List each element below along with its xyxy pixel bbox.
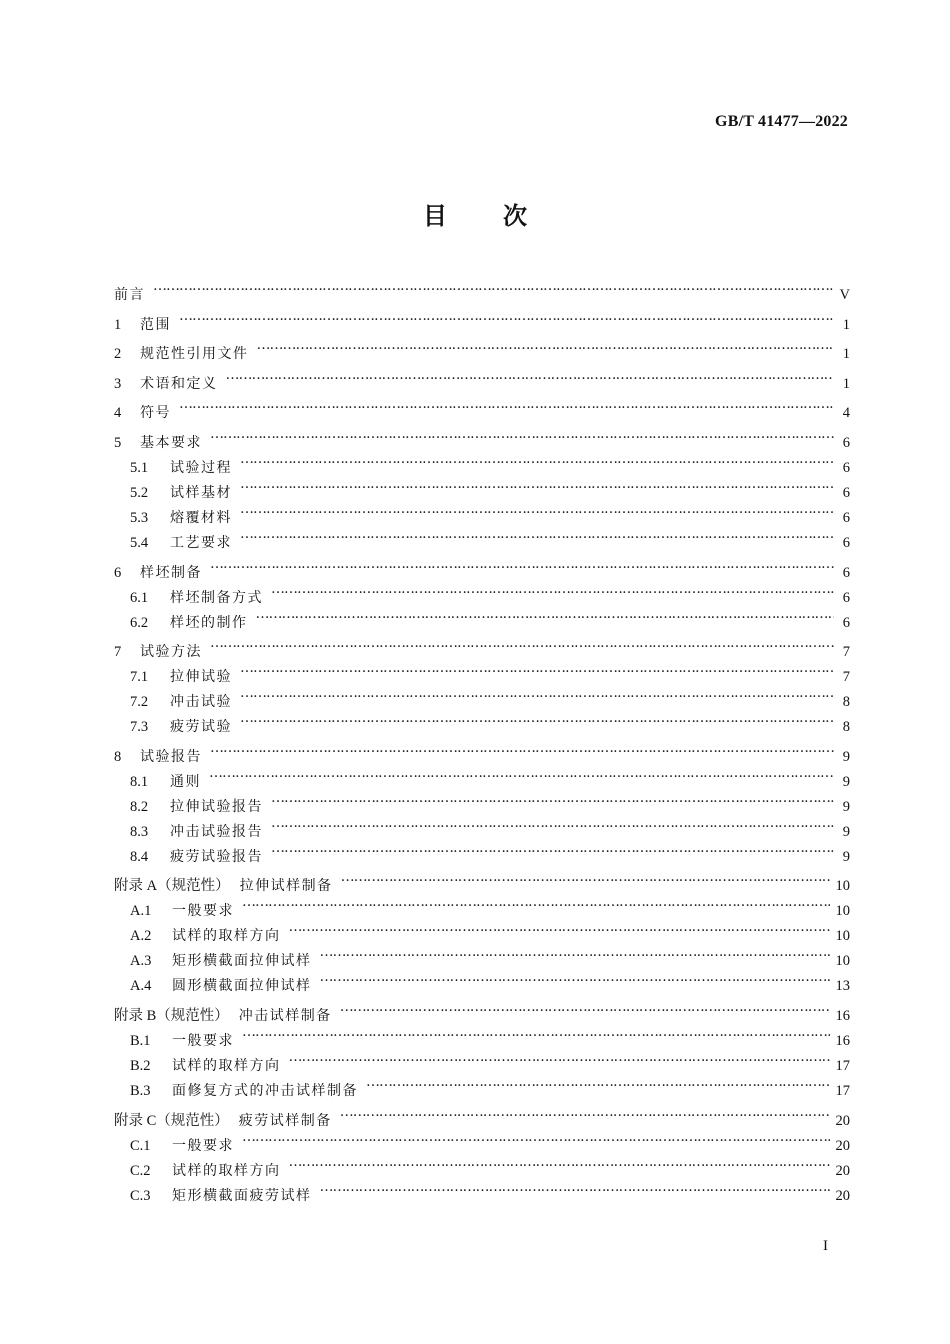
toc-entry-number: 1 [114,316,122,333]
toc-subentry[interactable] [114,447,850,476]
toc-entry-number: C.2 [130,1162,151,1179]
toc-entry-number: 附录 A（规范性） [114,878,230,895]
toc-dot-leader [240,447,834,472]
toc-entry-page: 20 [835,1162,850,1179]
toc-entry-label: 拉伸试验 [170,669,232,686]
toc-entry-label: 冲击试验 [170,694,232,711]
toc-entry-label: 冲击试样制备 [238,1007,332,1024]
toc-entry-page: 4 [842,405,850,422]
toc-entry-page: 16 [835,1032,850,1049]
toc-entry-label: 试验方法 [140,644,202,661]
toc-entry-page: 9 [842,848,850,865]
toc-dot-leader [289,1045,830,1070]
toc-entry-page: 6 [842,459,850,476]
toc-dot-leader [153,274,834,299]
toc-entry-page: 16 [835,1007,850,1024]
toc-entry-number: B.2 [130,1057,151,1074]
toc-entry-label: 试样基材 [170,484,232,501]
toc-entry-label: 一般要求 [172,903,234,920]
toc-entry-number: 8.2 [130,798,149,815]
toc-entry-label: 一般要求 [172,1137,234,1154]
toc-dot-leader [242,1020,830,1045]
toc-entry-number: 2 [114,346,122,363]
toc-entry-number: 7.2 [130,694,149,711]
toc-dot-leader [271,836,834,861]
toc-entry-number: 5.4 [130,534,149,551]
toc-entry[interactable] [114,552,850,581]
toc-dot-leader [271,786,834,811]
toc-dot-leader [210,422,834,447]
toc-entry-label: 试样的取样方向 [172,928,281,945]
toc-entry-number: B.1 [130,1032,151,1049]
toc-entry-number: 附录 C（规范性） [114,1112,229,1129]
toc-subentry[interactable] [114,761,850,790]
toc-entry-page: 6 [842,614,850,631]
table-of-contents [114,272,850,1204]
toc-entry-page: 17 [835,1057,850,1074]
toc-entry[interactable] [114,631,850,661]
toc-entry-page: 17 [835,1082,850,1099]
toc-entry-page: 20 [835,1112,850,1129]
toc-dot-leader [320,940,830,965]
toc-entry-label: 冲击试验报告 [170,823,263,840]
toc-entry-page: 7 [842,644,850,661]
toc-entry-page: V [839,287,850,303]
toc-entry-number: 4 [114,405,122,422]
toc-dot-leader [320,965,830,990]
toc-entry-number: C.1 [130,1137,151,1154]
toc-entry-label: 通则 [170,773,201,790]
toc-entry-label: 矩形横截面拉伸试样 [172,953,312,970]
toc-entry-number: 8.4 [130,848,149,865]
toc-entry-number: 5 [114,434,122,451]
toc-entry-number: 6.1 [130,589,149,606]
toc-entry-number: 5.1 [130,459,149,476]
toc-entry-label: 面修复方式的冲击试样制备 [172,1082,358,1099]
toc-entry-label: 试样的取样方向 [172,1057,281,1074]
toc-entry-page: 6 [842,534,850,551]
toc-entry-label: 一般要求 [172,1032,234,1049]
toc-entry-page: 6 [842,589,850,606]
toc-dot-leader [271,811,834,836]
toc-entry-number: B.3 [130,1082,151,1099]
toc-entry-page: 6 [842,564,850,581]
toc-dot-leader [240,472,834,497]
toc-entry-number: 6 [114,564,122,581]
toc-entry-page: 9 [842,798,850,815]
toc-entry-label: 样坯制备方式 [170,589,263,606]
toc-dot-leader [340,1100,830,1125]
toc-entry-number: 8.1 [130,773,149,790]
toc-dot-leader [320,1175,830,1200]
toc-entry[interactable] [114,333,850,363]
toc-entry-number: 5.2 [130,484,149,501]
toc-entry-label: 基本要求 [140,434,202,451]
page-number: I [823,1238,828,1254]
toc-dot-leader [240,656,834,681]
toc-entry-label: 样坯的制作 [170,614,248,631]
toc-entry-label: 前言 [114,287,145,303]
toc-entry-number: 7.3 [130,719,149,736]
toc-entry-label: 范围 [140,316,171,333]
toc-dot-leader [240,522,834,547]
toc-entry-label: 试样的取样方向 [172,1162,281,1179]
toc-entry-label: 圆形横截面拉伸试样 [172,978,312,995]
toc-entry-page: 13 [835,978,850,995]
toc-entry-page: 8 [842,719,850,736]
toc-dot-leader [242,1125,830,1150]
toc-dot-leader [257,333,835,358]
toc-entry[interactable] [114,422,850,451]
toc-subentry[interactable] [114,577,850,606]
toc-entry-page: 9 [842,773,850,790]
toc-entry-number: 附录 B（规范性） [114,1007,229,1024]
toc-entry-page: 10 [835,928,850,945]
toc-dot-leader [366,1070,830,1095]
toc-entry-page: 6 [842,484,850,501]
toc-entry-label: 拉伸试样制备 [239,878,333,895]
toc-title: 目次 [423,202,583,230]
toc-dot-leader [179,392,834,417]
toc-dot-leader [289,1150,830,1175]
toc-entry-page: 6 [842,509,850,526]
toc-entry-label: 矩形横截面疲劳试样 [172,1187,312,1204]
toc-entry-page: 10 [835,878,850,895]
toc-dot-leader [271,577,834,602]
toc-dot-leader [289,915,830,940]
toc-dot-leader [340,995,830,1020]
toc-entry-number: C.3 [130,1187,151,1204]
toc-entry-label: 试验过程 [170,459,232,476]
toc-entry-page: 9 [842,823,850,840]
toc-entry-label: 样坯制备 [140,564,202,581]
toc-entry-label: 规范性引用文件 [140,346,249,363]
toc-entry-page: 8 [842,694,850,711]
toc-entry-page: 10 [835,953,850,970]
toc-entry-label: 符号 [140,405,171,422]
toc-entry-label: 疲劳试验 [170,719,232,736]
toc-dot-leader [242,890,830,915]
toc-entry-page: 10 [835,903,850,920]
toc-entry[interactable] [114,274,850,303]
toc-dot-leader [209,761,834,786]
toc-entry-label: 试验报告 [140,748,202,765]
toc-entry-number: 3 [114,375,122,392]
toc-entry-page: 6 [842,434,850,451]
toc-dot-leader [256,602,835,627]
toc-entry-page: 20 [835,1137,850,1154]
toc-entry-number: 7.1 [130,669,149,686]
toc-entry-number: 7 [114,644,122,661]
toc-entry-label: 疲劳试样制备 [238,1112,332,1129]
toc-dot-leader [179,304,834,329]
toc-entry-number: 8 [114,748,122,765]
toc-entry-number: A.4 [130,978,152,995]
toc-entry-page: 20 [835,1187,850,1204]
toc-entry-label: 工艺要求 [170,534,232,551]
toc-entry-page: 9 [842,748,850,765]
toc-entry-number: 6.2 [130,614,149,631]
toc-entry[interactable] [114,304,850,333]
toc-entry-label: 疲劳试验报告 [170,848,263,865]
toc-dot-leader [240,681,834,706]
toc-entry-number: 5.3 [130,509,149,526]
standard-code: GB/T 41477—2022 [715,113,848,130]
toc-entry-page: 1 [842,375,850,392]
toc-dot-leader [240,497,834,522]
toc-dot-leader [210,631,834,656]
toc-subentry[interactable] [114,786,850,815]
toc-entry-page: 1 [842,316,850,333]
toc-entry-number: 8.3 [130,823,149,840]
toc-entry[interactable] [114,392,850,422]
toc-entry-number: A.3 [130,953,152,970]
toc-entry-label: 熔覆材料 [170,509,232,526]
toc-dot-leader [240,706,834,731]
toc-dot-leader [226,363,835,388]
toc-entry[interactable] [114,736,850,765]
toc-dot-leader [210,736,834,761]
toc-dot-leader [210,552,834,577]
toc-entry-label: 拉伸试验报告 [170,798,263,815]
toc-entry-number: A.1 [130,903,152,920]
toc-entry-number: A.2 [130,928,152,945]
toc-dot-leader [341,865,830,890]
toc-entry-page: 1 [842,346,850,363]
toc-subentry[interactable] [114,656,850,686]
toc-entry-label: 术语和定义 [140,375,218,392]
toc-entry-page: 7 [842,669,850,686]
